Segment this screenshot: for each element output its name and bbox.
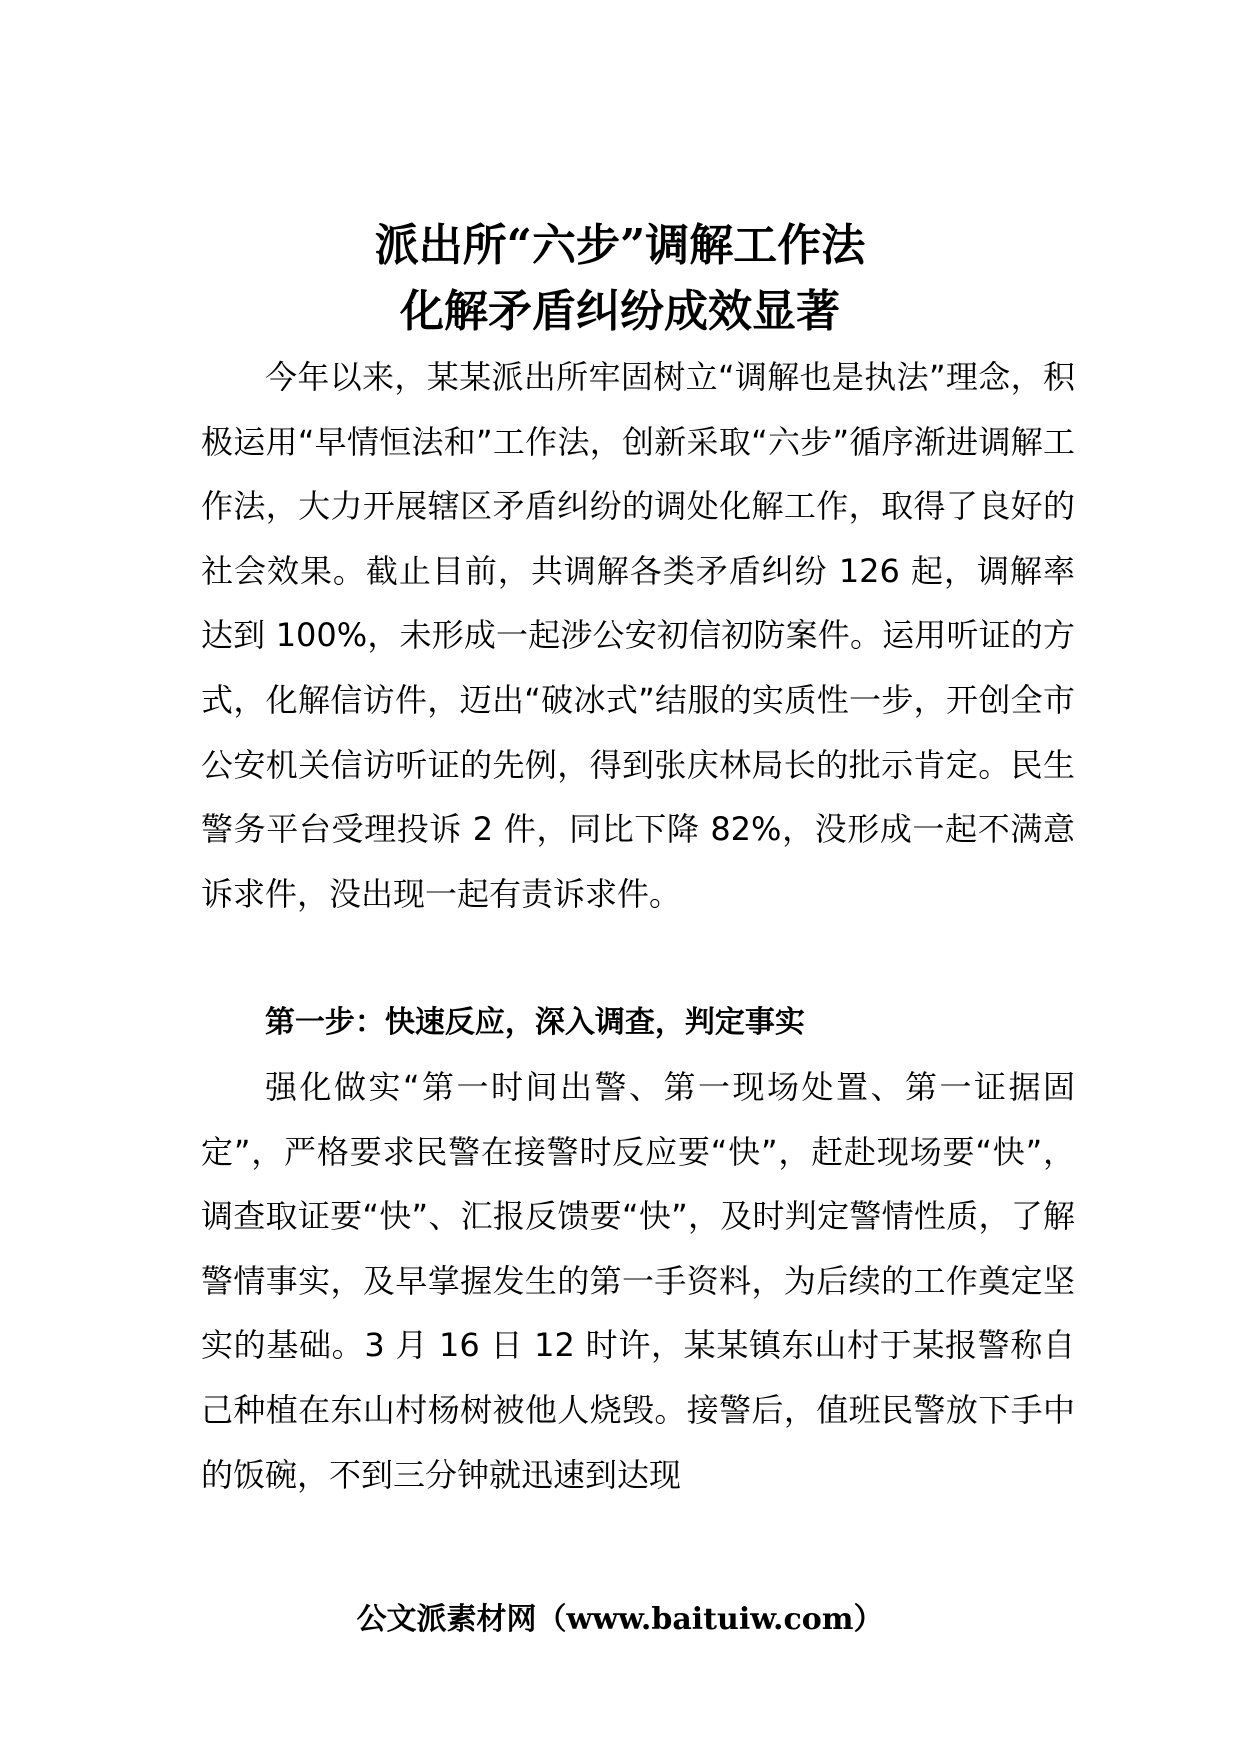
document-title-line-1: 派出所“六步”调解工作法	[374, 220, 866, 271]
document-title-line-2: 化解矛盾纠纷成效显著	[400, 286, 840, 337]
step1-paragraph: 强化做实“第一时间出警、第一现场处置、第一证据固定”，严格要求民警在接警时反应要“快”，赶赴现场要“快”，调查取证要“快”、汇报反馈要“快”，及时判定警情性质，了解警情事实，及早掌握发生的第一手资料，为后续的工作奠定坚实的基础。3 月 16 日 12 时许，某某镇东山村于某报警称自己种植在东山村杨树被他人烧毁。接警后，值班民警放下手中的饭碗，不到三分钟就迅速到达现	[201, 1068, 1075, 1494]
intro-paragraph: 今年以来，某某派出所牢固树立“调解也是执法”理念，积极运用“早情恒法和”工作法，创新采取“六步”循序渐进调解工作法，大力开展辖区矛盾纠纷的调处化解工作，取得了良好的社会效果。截止目前，共调解各类矛盾纠纷 126 起，调解率达到 100%，未形成一起涉公安初信初防案件。运用听证的方式，化解信访件，迈出“破冰式”结服的实质性一步，开创全市公安机关信访听证的先例，得到张庆林局长的批示肯定。民生警务平台受理投诉 2 件，同比下降 82%，没形成一起不满意诉求件，没出现一起有责诉求件。	[201, 358, 1075, 913]
footer-watermark: 公文派素材网（www.baituiw.com）	[356, 1602, 884, 1637]
step1-heading: 第一步：快速反应，深入调查，判定事实	[264, 1005, 805, 1040]
